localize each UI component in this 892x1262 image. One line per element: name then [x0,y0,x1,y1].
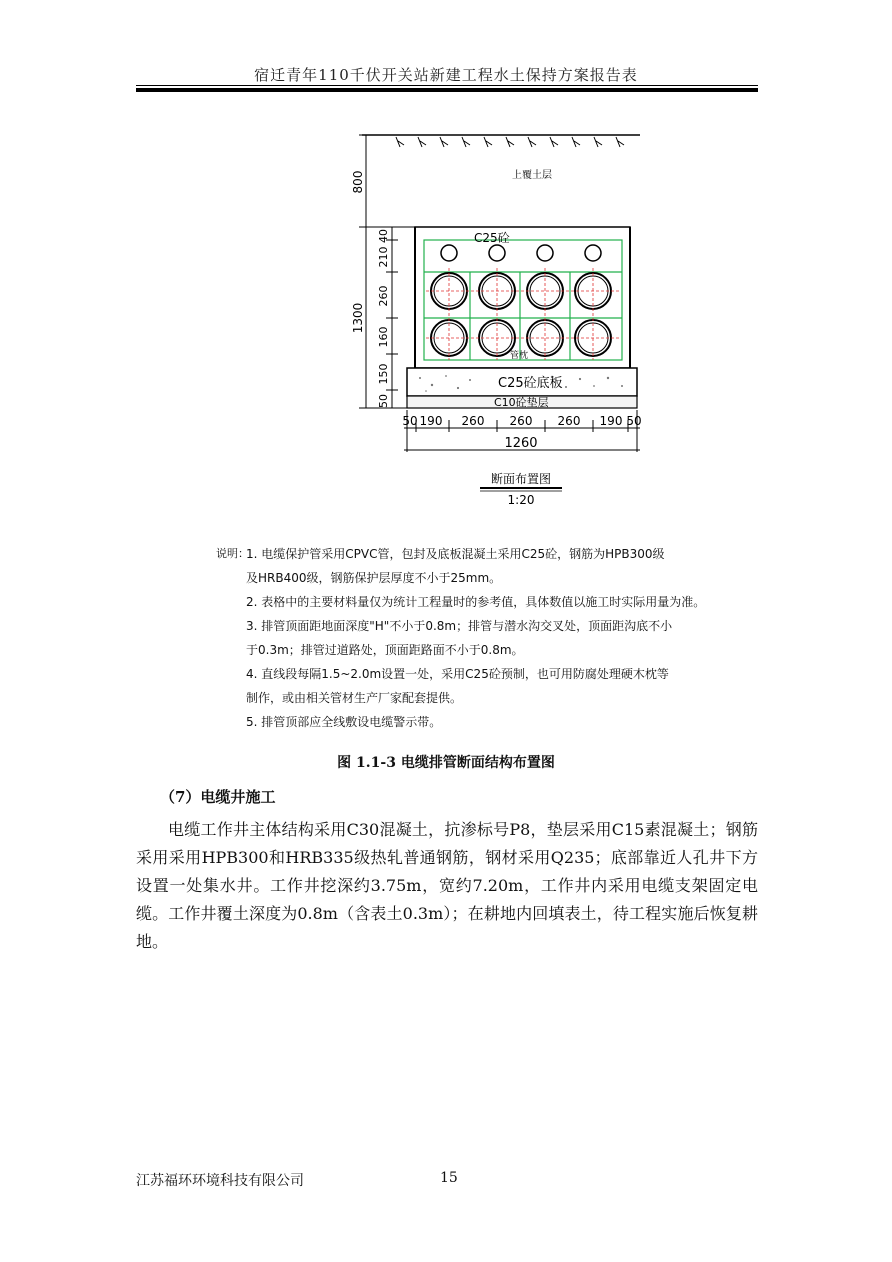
dim-h-3: 260 [461,414,485,428]
cushion-label: 管枕 [510,351,529,361]
view-scale: 1:20 [507,493,535,507]
note-row-1 [216,542,665,566]
body-paragraph-container [136,816,758,956]
dim-v2: 210 [377,246,390,268]
c25-base-label: C25砼底板 [498,376,563,391]
note-row-8 [216,710,616,734]
dim-total-width: 1260 [504,436,538,451]
figure-caption: 图 1.1-3 电缆排管断面结构布置图 [337,755,555,771]
dim-cover: 800 [351,170,365,194]
dim-total-height: 1300 [351,302,365,334]
dim-h-2: 190 [419,414,443,428]
note-item: 2. 表格中的主要材料量仅为统计工程量时的参考值，具体数值以施工时实际用量为准。 [246,595,706,609]
note-item: 3. 排管顶面距地面深度"H"不小于0.8m；排管与潜水沟交叉处，顶面距沟底不小 [246,619,673,633]
drawing-notes [216,542,706,734]
note-item: 制作，或由相关管材生产厂家配套提供。 [246,691,463,705]
note-item: 1. 电缆保护管采用CPVC管，包封及底板混凝土采用C25砼，钢筋为HPB300级 [246,547,665,561]
dim-h-1: 50 [402,414,418,428]
grass-hatch [396,137,624,147]
note-item: 5. 排管顶部应全线敷设电缆警示带。 [246,715,442,729]
overburden-label: 上覆土层 [512,170,552,181]
body-paragraph: 电缆工作井主体结构采用C30混凝土，抗渗标号P8，垫层采用C15素混凝土；钢筋采用采用HPB300和HRB335级热轧普通钢筋，钢材采用Q235；底部靠近人孔井下方设置一处集水井。工作井挖深约3.75m，宽约7.20m，工作井内采用电缆支架固定电缆。工作井覆土深度为0.8m（含表土0.3m）；在耕地内回填表土，待工程实施后恢复耕地。 [136,820,758,951]
header-title: 宿迁青年110千伏开关站新建工程水土保持方案报告表 [254,66,638,84]
dim-v4: 160 [377,326,390,348]
note-item: 及HRB400级，钢筋保护层厚度不小于25mm。 [246,571,502,585]
note-row-4 [216,614,673,638]
dim-v1: 40 [377,229,390,243]
footer-company: 江苏福环环境科技有限公司 [136,1173,304,1189]
dim-h-6: 190 [599,414,623,428]
dim-v6: 50 [377,394,390,408]
dim-v5: 150 [377,363,390,385]
dim-h-7: 50 [626,414,642,428]
section-heading: （7）电缆井施工 [160,788,276,806]
dim-h-5: 260 [557,414,581,428]
cross-section-figure [0,0,892,540]
note-item: 4. 直线段每隔1.5~2.0m设置一处，采用C25砼预制，也可用防腐处理硬木枕等 [246,667,669,681]
note-row-5 [216,638,616,662]
view-title: 断面布置图 [490,472,552,486]
dim-v3: 260 [377,285,390,307]
note-row-2 [216,566,616,590]
notes-label: 说明： [216,547,249,560]
dim-h-4: 260 [509,414,533,428]
page-number: 15 [440,1170,458,1186]
note-item: 于0.3m；排管过道路处，顶面距路面不小于0.8m。 [246,643,524,657]
concrete-top-label: C25砼 [474,231,510,245]
note-row-6 [216,662,669,686]
note-row-3 [216,590,706,614]
note-row-7 [216,686,616,710]
c10-cushion-label: C10砼垫层 [494,396,549,409]
